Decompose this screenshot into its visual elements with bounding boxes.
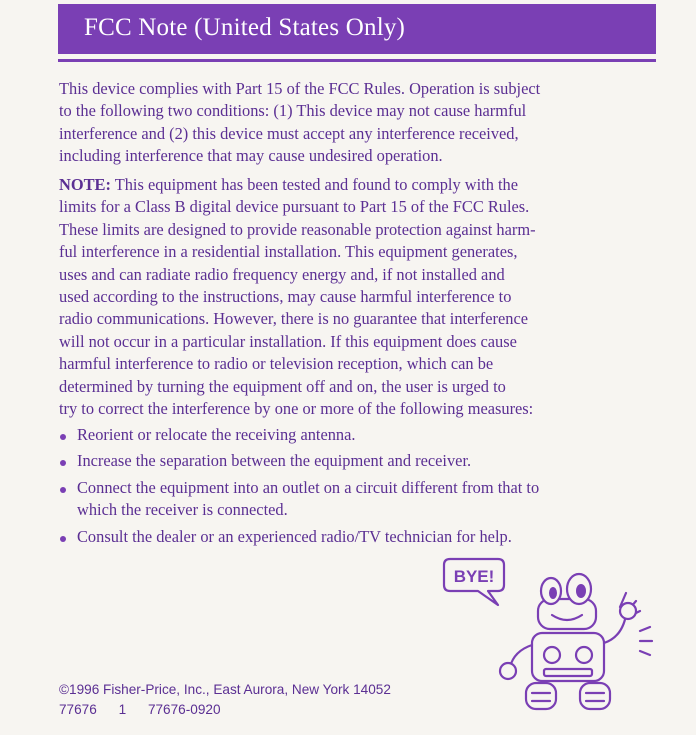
bullet-icon	[60, 434, 66, 440]
footer	[59, 680, 391, 720]
bullet-icon	[60, 487, 66, 493]
text-line: Connect the equipment into an outlet on a circuit different from that to	[77, 477, 540, 497]
text-line: Increase the separation between the equipment and receiver.	[77, 451, 472, 471]
note-first-line: This equipment has been tested and found to comply with the	[110, 175, 519, 194]
compliance-paragraph	[59, 78, 659, 168]
part-number: 77676-0920	[147, 702, 221, 717]
text-line: ful interference in a residential installation. This equipment generates,	[59, 242, 518, 262]
product-code: 77676	[59, 702, 97, 717]
text-line: Reorient or relocate the receiving antenna.	[77, 425, 356, 444]
text-line: Consult the dealer or an experienced radio/TV technician for help.	[77, 526, 512, 546]
list-item	[59, 450, 669, 472]
text-line: This device complies with Part 15 of the FCC Rules. Operation is subject	[59, 79, 541, 98]
text-line: interference and (2) this device must accept any interference received,	[59, 123, 519, 143]
speech-bubble-text: BYE!	[453, 567, 495, 586]
text-line: try to correct the interference by one or more of the following measures:	[59, 399, 534, 419]
measures-list	[59, 424, 669, 552]
text-line: limits for a Class B digital device pursuant to Part 15 of the FCC Rules.	[59, 197, 530, 217]
list-item	[59, 477, 669, 522]
text-line: which the receiver is connected.	[77, 500, 288, 520]
bleed-through-texture	[60, 560, 63, 578]
note-label: NOTE:	[59, 175, 111, 194]
text-line: radio communications. However, there is no guarantee that interference	[59, 309, 529, 329]
list-item	[59, 424, 669, 446]
header-rule	[58, 59, 656, 62]
text-line: harmful interference to radio or television reception, which can be	[59, 354, 494, 374]
copyright-line: ©1996 Fisher-Price, Inc., East Aurora, New York 14052	[59, 682, 391, 697]
revision-code: 1	[118, 702, 127, 717]
note-paragraph	[59, 174, 659, 420]
text-line	[59, 174, 659, 196]
text-line: including interference that may cause undesired operation.	[59, 146, 443, 166]
bullet-icon	[60, 536, 66, 542]
text-line: to the following two conditions: (1) This device may not cause harmful	[59, 101, 527, 121]
text-line: These limits are designed to provide reasonable protection against harm-	[59, 219, 536, 239]
list-item	[59, 526, 669, 548]
bullet-icon	[60, 460, 66, 466]
text-line: uses and can radiate radio frequency energy and, if not installed and	[59, 264, 505, 284]
section-header-bar	[58, 4, 656, 54]
part-codes	[59, 700, 391, 720]
text-line: determined by turning the equipment off and on, the user is urged to	[59, 376, 506, 396]
robot-mascot-illustration	[440, 555, 655, 725]
text-line: will not occur in a particular installation. If this equipment does cause	[59, 331, 517, 351]
section-title: FCC Note (United States Only)	[84, 14, 406, 41]
text-line: used according to the instructions, may cause harmful interference to	[59, 287, 512, 307]
